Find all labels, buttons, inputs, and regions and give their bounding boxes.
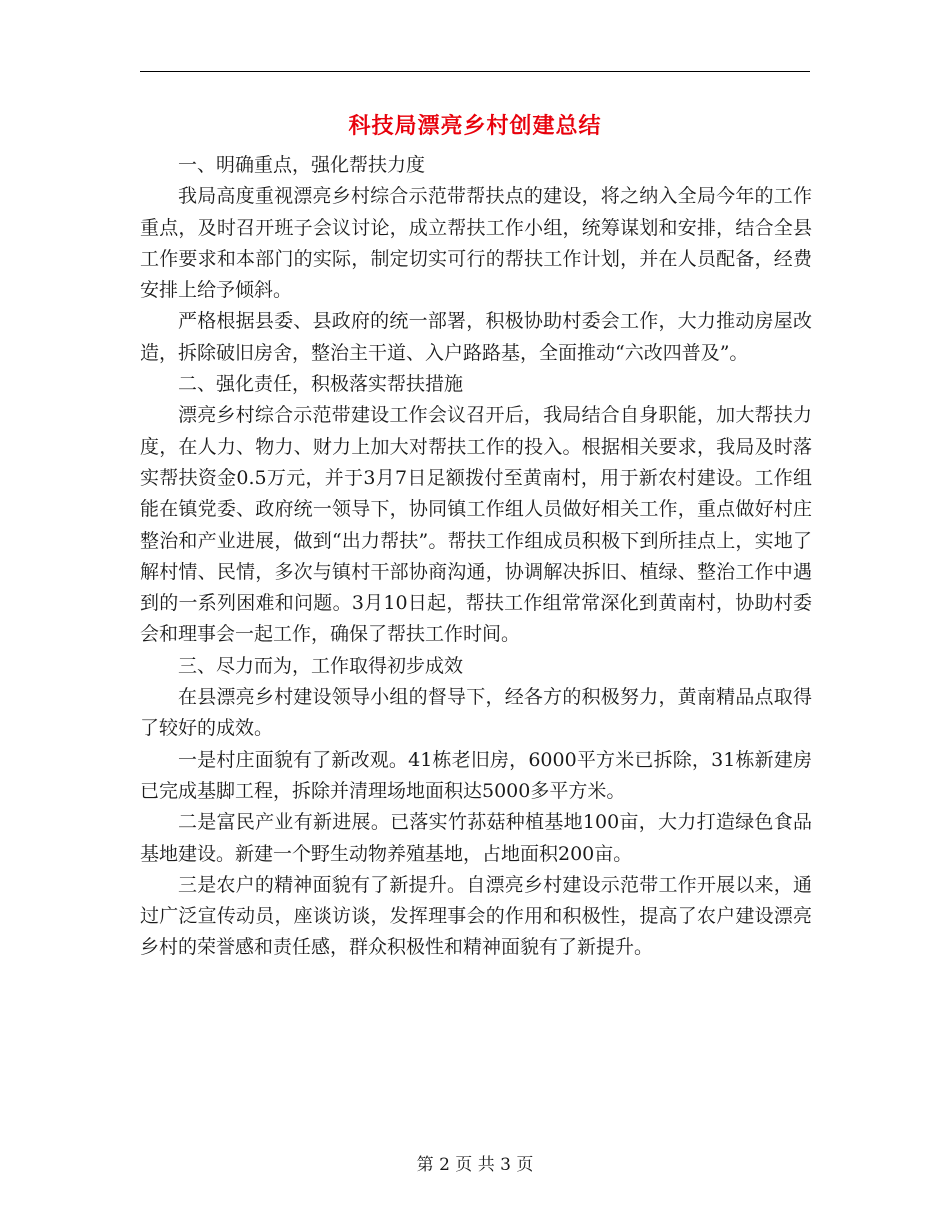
body-paragraph: 三是农户的精神面貌有了新提升。自漂亮乡村建设示范带工作开展以来，通过广泛宣传动员，座谈访谈，发挥理事会的作用和积极性，提高了农户建设漂亮乡村的荣誉感和责任感，群众积极性和精神面貌有了新提升。 bbox=[140, 873, 812, 959]
body-paragraph: 在县漂亮乡村建设领导小组的督导下，经各方的积极努力，黄南精品点取得了较好的成效。 bbox=[140, 686, 812, 740]
section-heading-1: 一、明确重点，强化帮扶力度 bbox=[178, 154, 426, 176]
document-body bbox=[140, 150, 812, 964]
document-title: 科技局漂亮乡村创建总结 bbox=[348, 113, 602, 139]
body-paragraph: 一是村庄面貌有了新改观。41栋老旧房，6000平方米已拆除，31栋新建房已完成基脚工程，拆除并清理场地面积达5000多平方米。 bbox=[140, 748, 812, 802]
body-paragraph: 严格根据县委、县政府的统一部署，积极协助村委会工作，大力推动房屋改造，拆除破旧房舍，整治主干道、入户路路基，全面推动“六改四普及”。 bbox=[140, 310, 812, 364]
header-rule bbox=[140, 71, 810, 72]
page-number-footer: 第 2 页 共 3 页 bbox=[416, 1155, 534, 1175]
body-paragraph: 二是富民产业有新进展。已落实竹荪菇种植基地100亩，大力打造绿色食品基地建设。新建一个野生动物养殖基地，占地面积200亩。 bbox=[140, 811, 812, 865]
section-heading-2: 二、强化责任，积极落实帮扶措施 bbox=[178, 373, 464, 396]
section-heading-3: 三、尽力而为，工作取得初步成效 bbox=[178, 654, 464, 677]
body-paragraph: 漂亮乡村综合示范带建设工作会议召开后，我局结合自身职能，加大帮扶力度，在人力、物力、财力上加大对帮扶工作的投入。根据相关要求，我局及时落实帮扶资金0.5万元，并于3月7日足额拨付至黄南村，用于新农村建设。工作组能在镇党委、政府统一领导下，协同镇工作组人员做好相关工作，重点做好村庄整治和产业进展，做到“出力帮扶”。帮扶工作组成员积极下到所挂点上，实地了解村情、民情，多次与镇村干部协商沟通，协调解决拆旧、植绿、整治工作中遇到的一系列困难和问题。3月10日起，帮扶工作组常常深化到黄南村，协助村委会和理事会一起工作，确保了帮扶工作时间。 bbox=[140, 404, 812, 646]
body-paragraph: 我局高度重视漂亮乡村综合示范带帮扶点的建设，将之纳入全局今年的工作重点，及时召开班子会议讨论，成立帮扶工作小组，统筹谋划和安排，结合全县工作要求和本部门的实际，制定切实可行的帮扶工作计划，并在人员配备，经费安排上给予倾斜。 bbox=[140, 185, 812, 302]
